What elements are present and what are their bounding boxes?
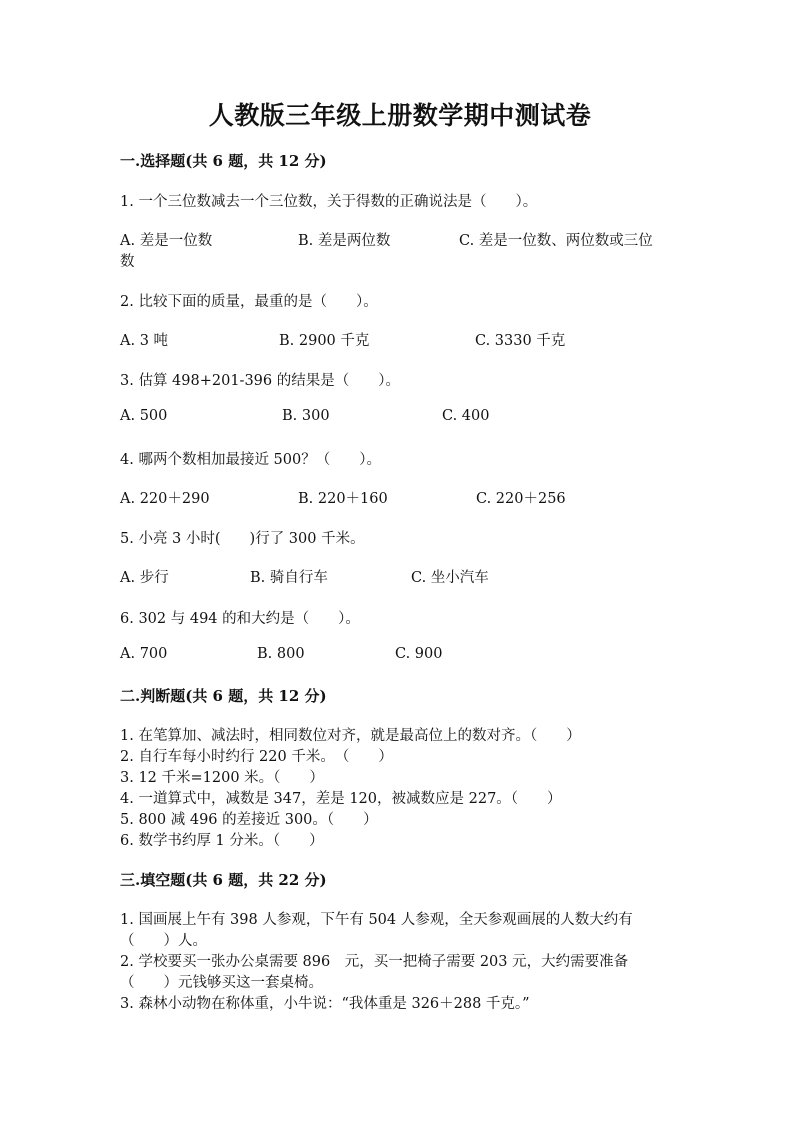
section-heading-fill: 三.填空题(共 6 题，共 22 分)	[120, 871, 327, 889]
q3-option-b: B. 300	[282, 408, 330, 424]
q1-option-b: B. 差是两位数	[298, 233, 391, 249]
q3-option-c: C. 400	[442, 408, 490, 424]
judgment-item-4: 4. 一道算式中，减数是 347，差是 120，被减数应是 227。（ ）	[120, 791, 562, 807]
q1-option-a: A. 差是一位数	[120, 233, 213, 249]
judgment-item-3: 3. 12 千米=1200 米。（ ）	[120, 770, 324, 786]
q6-option-a: A. 700	[120, 646, 168, 662]
q6-option-c: C. 900	[395, 646, 443, 662]
fill-line-2: （ ）人。	[120, 933, 207, 949]
section-heading-choice: 一.选择题(共 6 题，共 12 分)	[120, 152, 327, 170]
q1-option-c-continued: 数	[120, 254, 135, 270]
q1-option-c: C. 差是一位数、两位数或三位	[459, 233, 653, 249]
q2-option-c: C. 3330 千克	[475, 333, 566, 349]
fill-line-5: 3. 森林小动物在称体重，小牛说：“我体重是 326＋288 千克。”	[120, 996, 530, 1012]
question-2: 2. 比较下面的质量，最重的是（ ）。	[120, 294, 378, 310]
q4-option-c: C. 220＋256	[476, 491, 566, 507]
fill-line-1: 1. 国画展上午有 398 人参观，下午有 504 人参观，全天参观画展的人数大约有	[120, 912, 633, 928]
q5-option-a: A. 步行	[120, 570, 169, 586]
q4-option-a: A. 220＋290	[120, 491, 210, 507]
question-5: 5. 小亮 3 小时( )行了 300 千米。	[120, 531, 365, 547]
question-3: 3. 估算 498+201-396 的结果是（ ）。	[120, 373, 400, 389]
question-1: 1. 一个三位数减去一个三位数，关于得数的正确说法是（ ）。	[120, 194, 538, 210]
q5-option-b: B. 骑自行车	[250, 570, 328, 586]
q2-option-a: A. 3 吨	[120, 333, 169, 349]
fill-line-3: 2. 学校要买一张办公桌需要 896 元，买一把椅子需要 203 元，大约需要准备	[120, 954, 629, 970]
q2-option-b: B. 2900 千克	[279, 333, 370, 349]
fill-line-4: （ ）元钱够买这一套桌椅。	[120, 975, 323, 991]
page-title: 人教版三年级上册数学期中测试卷	[208, 101, 592, 130]
section-heading-judgment: 二.判断题(共 6 题，共 12 分)	[120, 687, 327, 705]
q6-option-b: B. 800	[257, 646, 305, 662]
q3-option-a: A. 500	[120, 408, 168, 424]
q5-option-c: C. 坐小汽车	[411, 570, 489, 586]
judgment-item-6: 6. 数学书约厚 1 分米。（ ）	[120, 833, 324, 849]
judgment-item-5: 5. 800 减 496 的差接近 300。（ ）	[120, 812, 378, 828]
judgment-item-2: 2. 自行车每小时约行 220 千米。 （ ）	[120, 749, 393, 765]
question-4: 4. 哪两个数相加最接近 500？（ ）。	[120, 452, 381, 468]
judgment-item-1: 1. 在笔算加、减法时，相同数位对齐，就是最高位上的数对齐。（ ）	[120, 728, 581, 744]
question-6: 6. 302 与 494 的和大约是（ ）。	[120, 611, 360, 627]
q4-option-b: B. 220＋160	[298, 491, 388, 507]
